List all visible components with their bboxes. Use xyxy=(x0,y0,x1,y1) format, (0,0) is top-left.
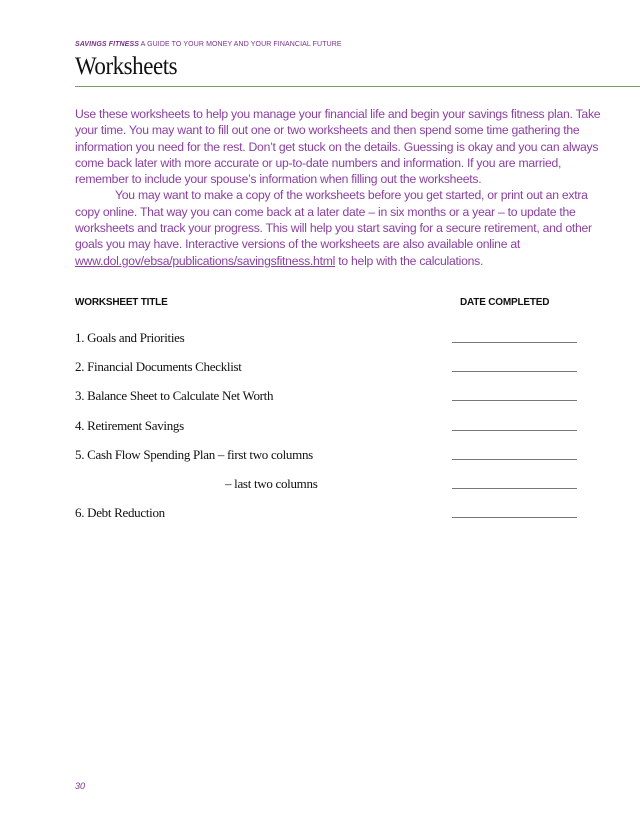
worksheet-list xyxy=(75,326,585,530)
date-completed-line[interactable] xyxy=(452,430,577,431)
page-number: 30 xyxy=(75,781,86,791)
worksheet-title: 4. Retirement Savings xyxy=(75,417,184,433)
page-title: Worksheets xyxy=(75,53,178,80)
intro-text xyxy=(75,106,605,269)
running-header xyxy=(75,41,342,48)
worksheet-title: 6. Debt Reduction xyxy=(75,505,165,521)
header-series: SAVINGS FITNESS xyxy=(75,41,139,48)
title-rule xyxy=(75,86,640,87)
worksheet-row xyxy=(75,414,585,443)
worksheet-row xyxy=(75,384,585,413)
column-header-date: DATE COMPLETED xyxy=(460,297,550,308)
worksheet-row xyxy=(75,472,585,501)
worksheet-title: 2. Financial Documents Checklist xyxy=(75,359,242,375)
date-completed-line[interactable] xyxy=(452,371,577,372)
date-completed-line[interactable] xyxy=(452,400,577,401)
intro-paragraph-1: Use these worksheets to help you manage your financial life and begin your savings fitness plan. Take your time. You may want to fill out one or two worksheets and then spend some time gathering the information you need for the rest. Don’t get stuck on the details. Guessing is okay and you can always come back later with more accurate or up-to-date numbers and information. If you are married, remember to include your spouse’s information when filling out the worksheets. xyxy=(75,107,601,187)
header-subtitle: A GUIDE TO YOUR MONEY AND YOUR FINANCIAL FUTURE xyxy=(140,41,342,48)
column-header-title: WORKSHEET TITLE xyxy=(75,297,168,308)
intro-paragraph-2-text: You may want to make a copy of the worksheets before you get started, or print out an extra copy online. That way you can come back at a later date – in six months or a year – to update the worksheets and track your progress. This will help you start saving for a secure retirement, and other goals you may have. Interactive versions of the worksheets are also available online at xyxy=(75,188,592,252)
date-completed-line[interactable] xyxy=(452,342,577,343)
worksheet-row xyxy=(75,443,585,472)
worksheet-title: – last two columns xyxy=(225,475,318,491)
worksheets-link[interactable]: www.dol.gov/ebsa/publications/savingsfitness.html xyxy=(75,253,336,268)
worksheet-title: 5. Cash Flow Spending Plan – first two columns xyxy=(75,446,313,462)
worksheet-row xyxy=(75,501,585,530)
worksheet-title: 3. Balance Sheet to Calculate Net Worth xyxy=(75,388,274,404)
date-completed-line[interactable] xyxy=(452,517,577,518)
worksheet-row xyxy=(75,326,585,355)
date-completed-line[interactable] xyxy=(452,459,577,460)
worksheet-row xyxy=(75,355,585,384)
intro-paragraph-2 xyxy=(75,187,605,268)
date-completed-line[interactable] xyxy=(452,488,577,489)
intro-paragraph-2-end: to help with the calculations. xyxy=(335,253,484,268)
worksheet-title: 1. Goals and Priorities xyxy=(75,330,185,345)
